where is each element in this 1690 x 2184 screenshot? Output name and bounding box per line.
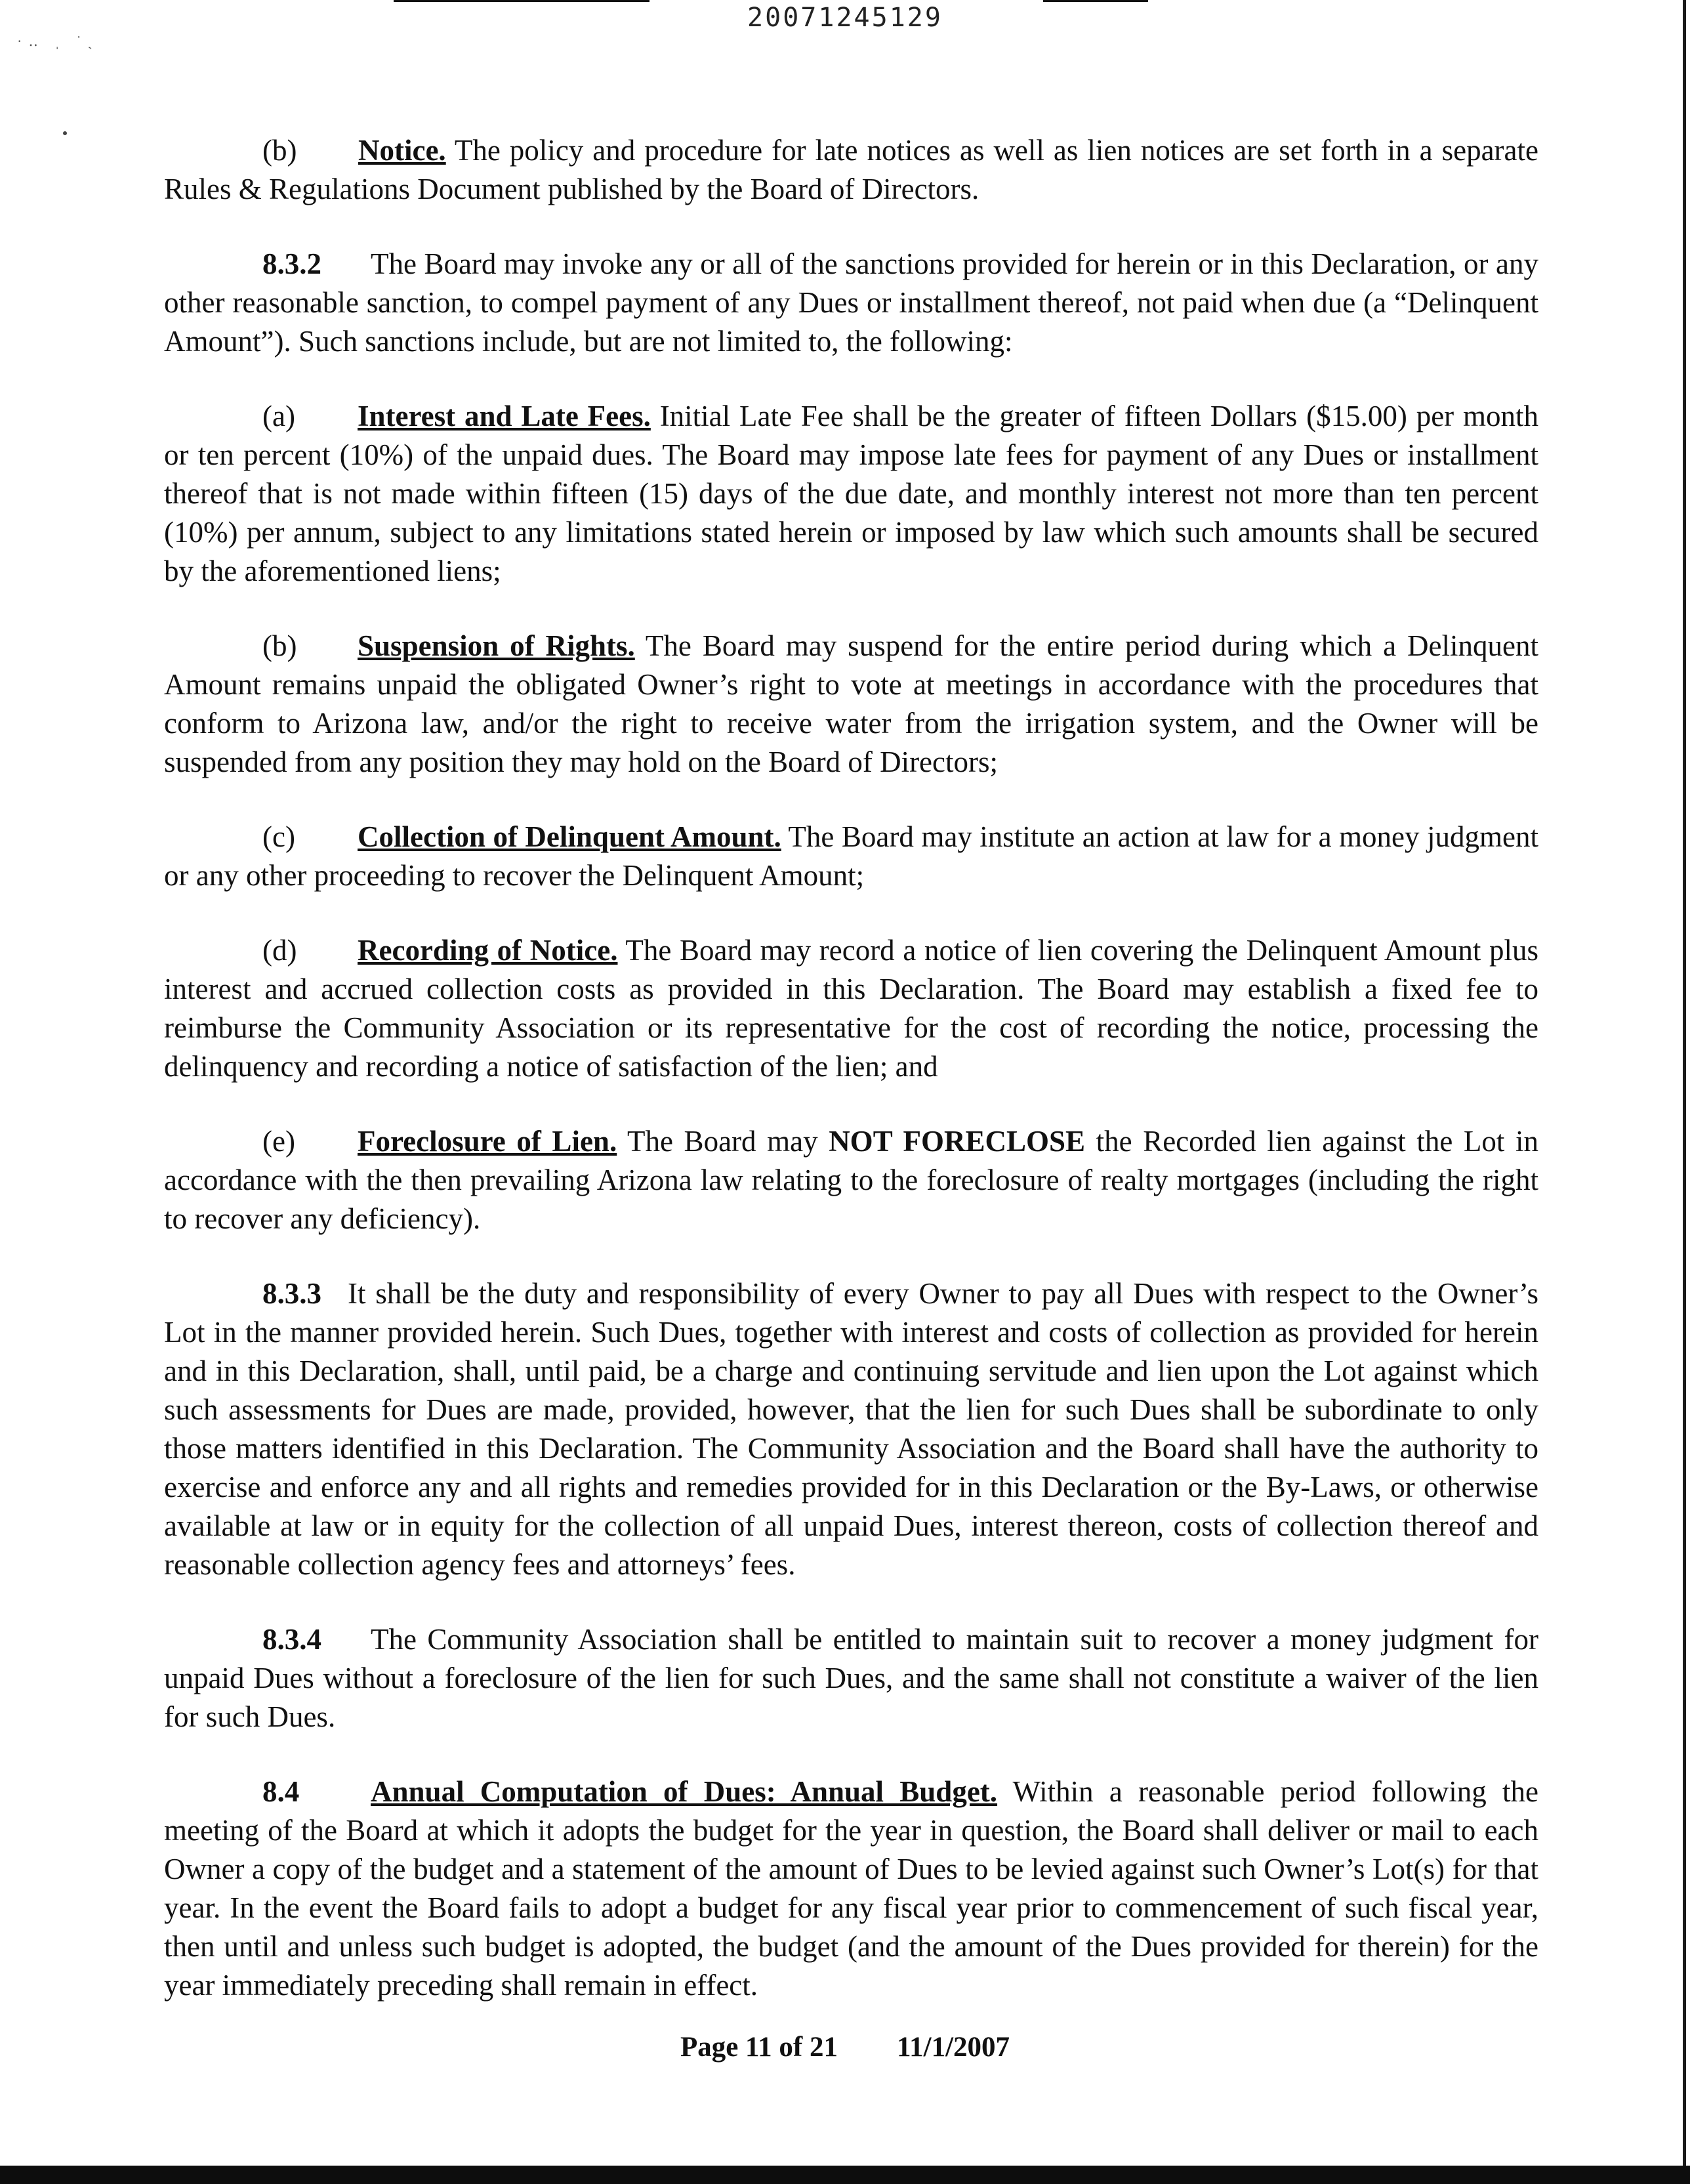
scan-bottom-bar (0, 2166, 1690, 2184)
paragraph-notice: (b) Notice. The policy and procedure for late notices as well as lien notices are set forth in a separate Rules & Regulations Document published by the Board of Directors. (164, 134, 1538, 205)
paragraph-8-3-4: 8.3.4 The Community Association shall be entitled to maintain suit to recover a money judgment for unpaid Dues without a foreclosure of the lien for such Dues, and the same shall not constitute a waiver of the lien for such Dues. (164, 1620, 1538, 1736)
scan-artifact-line (394, 0, 649, 2)
paragraph-8-3-2: 8.3.2 The Board may invoke any or all of the sanctions provided for herein or in this Declaration, or any other reasonable sanction, to compel payment of any Dues or installment thereof, not paid when due (a “Delinquent Amount”). Such sanctions include, but are not limited to, the following: (164, 245, 1538, 361)
paragraph-8-3-3: 8.3.3 It shall be the duty and responsibility of every Owner to pay all Dues with respect to the Owner’s Lot in the manner provided herein. Such Dues, together with interest and costs of collection as provided for herein and in this Declaration, shall, until paid, be a charge and continuing servitude and lien upon the Lot against which such assessments for Dues are made, provided, however, that the lien for such Dues shall be subordinate to only those matters identified in this Declaration. The Community Association and the Board shall have the authority to exercise and enforce any and all rights and remedies provided for in this Declaration or the By-Laws, or otherwise available at law or in equity for the collection of all unpaid Dues, interest thereon, costs of collection thereof and reasonable collection agency fees and attorneys’ fees. (164, 1274, 1538, 1584)
paragraph-recording-of-notice: (d) Recording of Notice. The Board may record a notice of lien covering the Delinquent Amount plus interest and accrued collection costs as provided in this Declaration. The Board may establish a fixed fee to reimburse the Community Association or its representative for the cost of recording the notice, processing the delinquency and recording a notice of satisfaction of the lien; and (164, 934, 1539, 1083)
paragraph-interest-late-fees: (a) Interest and Late Fees. Initial Late Fee shall be the greater of fifteen Dollars ($15.00) per month or ten percent (10%) of the unpaid dues. The Board may impose late fees for payment of any Dues or installment thereof that is not made within fifteen (15) days of the due date, and monthly interest not more than ten percent (10%) per annum, subject to any limitations stated herein or imposed by law which such amounts shall be secured by the aforementioned liens; (164, 400, 1538, 587)
paragraph-suspension-of-rights: (b) Suspension of Rights. The Board may suspend for the entire period during which a Delinquent Amount remains unpaid the obligated Owner’s right to vote at meetings in accordance with the procedures that conform to Arizona law, and/or the right to receive water from the irrigation system, and the Owner will be suspended from any position they may hold on the Board of Directors; (164, 629, 1538, 778)
paragraph-foreclosure: (e) Foreclosure of Lien. The Board may NOT FORECLOSE the Recorded lien against the Lot in accordance with the then prevailing Arizona law relating to the foreclosure of realty mortgages (including the right to recover any deficiency). (164, 1125, 1538, 1235)
page-footer (0, 2031, 1690, 2063)
paragraph-8-4: 8.4 Annual Computation of Dues: Annual Budget. Within a reasonable period following the meeting of the Board at which it adopts the budget for the year in question, the Board shall deliver or mail to each Owner a copy of the budget and a statement of the amount of Dues to be levied against such Owner’s Lot(s) for that year. In the event the Board fails to adopt a budget for any fiscal year prior to commencement of such fiscal year, then until and unless such budget is adopted, the budget (and the amount of the Dues provided for therein) for the year immediately preceding shall remain in effect. (164, 1773, 1538, 2005)
section-number: 8.3.4 (262, 1623, 321, 1656)
scan-edge (1683, 0, 1686, 2166)
scan-speck (63, 131, 67, 135)
document-number: 20071245129 (747, 3, 943, 33)
document-body (164, 131, 1538, 2041)
scan-specks: ·‥ ˌ ˙ˎ (17, 33, 99, 49)
scan-artifact-line (1043, 0, 1148, 2)
paragraph-collection: (c) Collection of Delinquent Amount. The Board may institute an action at law for a money judgment or any other proceeding to recover the Delinquent Amount; (164, 820, 1538, 892)
page-number: Page 11 of 21 (680, 2032, 838, 2063)
section-number: 8.4 (262, 1775, 300, 1808)
footer-date: 11/1/2007 (897, 2032, 1010, 2063)
section-number: 8.3.2 (262, 247, 321, 280)
section-number: 8.3.3 (262, 1277, 321, 1310)
